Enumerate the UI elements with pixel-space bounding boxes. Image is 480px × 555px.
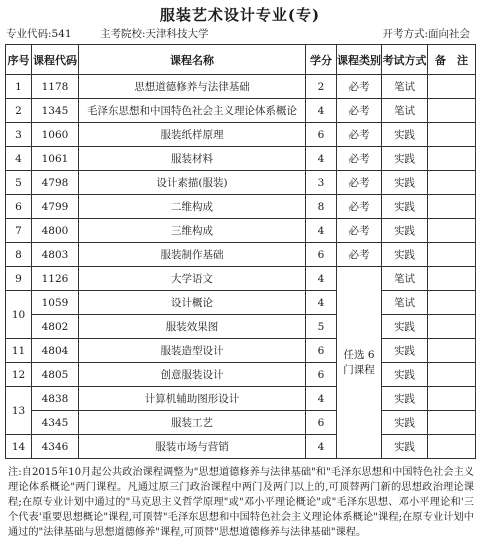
table-row: [6, 171, 476, 195]
row-seq: 7: [6, 219, 32, 243]
header-remark: 备 注: [428, 45, 476, 75]
row-method: 实践: [382, 171, 428, 195]
row-remark: [428, 315, 476, 339]
table-row: [6, 363, 476, 387]
row-method: 笔试: [382, 291, 428, 315]
row-seq: 1: [6, 75, 32, 99]
table-row: [6, 411, 476, 435]
row-course-name: 计算机辅助图形设计: [79, 387, 306, 411]
row-course-name: 设计素描(服装): [79, 171, 306, 195]
row-remark: [428, 123, 476, 147]
row-credit: 6: [306, 339, 337, 363]
row-method: 实践: [382, 387, 428, 411]
table-row: [6, 99, 476, 123]
row-method: 实践: [382, 315, 428, 339]
row-credit: 4: [306, 387, 337, 411]
row-course-name: 服装纸样原理: [79, 123, 306, 147]
header-name: 课程名称: [79, 45, 306, 75]
row-credit: 6: [306, 243, 337, 267]
table-row: [6, 219, 476, 243]
row-remark: [428, 243, 476, 267]
row-remark: [428, 219, 476, 243]
row-credit: 4: [306, 435, 337, 459]
table-row: [6, 123, 476, 147]
elective-category: [337, 267, 382, 459]
row-category: 必考: [337, 171, 382, 195]
row-remark: [428, 171, 476, 195]
row-category: 必考: [337, 243, 382, 267]
row-remark: [428, 387, 476, 411]
table-row: [6, 195, 476, 219]
row-course-name: 三维构成: [79, 219, 306, 243]
row-credit: 5: [306, 315, 337, 339]
row-credit: 6: [306, 411, 337, 435]
row-code: 4345: [32, 411, 79, 435]
row-seq: 13: [6, 387, 32, 435]
header-category: 课程类别: [337, 45, 382, 75]
row-credit: 4: [306, 219, 337, 243]
row-code: 4799: [32, 195, 79, 219]
exam-target: 开考方式:面向社会: [382, 28, 470, 40]
table-row: [6, 147, 476, 171]
row-remark: [428, 195, 476, 219]
row-remark: [428, 267, 476, 291]
row-code: 1126: [32, 267, 79, 291]
row-code: 4802: [32, 315, 79, 339]
row-category: 必考: [337, 123, 382, 147]
row-category: 必考: [337, 195, 382, 219]
row-seq: 5: [6, 171, 32, 195]
row-remark: [428, 411, 476, 435]
row-code: 1178: [32, 75, 79, 99]
row-course-name: 服装工艺: [79, 411, 306, 435]
footnote: 注:自2015年10月起公共政治课程调整为"思想道德修养与法律基础"和"毛泽东思想和中国特色社会主义理论体系概论"两门课程。凡通过原三门政治课程中两门及两门以上的,可顶替两门新的思想政治理论课程;在原专业计划中通过的"马克思主义哲学原理"或"邓小平理论概论"或"毛泽东思想、邓小平理论和'三个代表'重要思想概论"课程,可顶替"毛泽东思想和中国特色社会主义理论体系概论"课程;在原专业计划中通过的"法律基础与思想道德修养"课程,可顶替"思想道德修养与法律基础"课程。: [8, 467, 474, 538]
table-row: [6, 243, 476, 267]
row-course-name: 思想道德修养与法律基础: [79, 75, 306, 99]
row-course-name: 设计概论: [79, 291, 306, 315]
row-code: 1061: [32, 147, 79, 171]
row-method: 实践: [382, 435, 428, 459]
row-method: 实践: [382, 411, 428, 435]
row-category: 必考: [337, 75, 382, 99]
row-code: 4803: [32, 243, 79, 267]
row-code: 4798: [32, 171, 79, 195]
row-remark: [428, 339, 476, 363]
row-course-name: 服装造型设计: [79, 339, 306, 363]
row-code: 1060: [32, 123, 79, 147]
major-code: 专业代码:541: [6, 28, 72, 40]
row-course-name: 二维构成: [79, 195, 306, 219]
row-seq: 8: [6, 243, 32, 267]
elective-category-text: 任选 6 门课程: [343, 348, 375, 376]
row-method: 实践: [382, 243, 428, 267]
row-code: 4838: [32, 387, 79, 411]
table-row: [6, 387, 476, 411]
row-credit: 6: [306, 363, 337, 387]
table-row: [6, 75, 476, 99]
row-code: 4805: [32, 363, 79, 387]
row-seq: 2: [6, 99, 32, 123]
row-seq: 9: [6, 267, 32, 291]
row-seq: 11: [6, 339, 32, 363]
host-school: 主考院校:天津科技大学: [100, 28, 209, 40]
row-method: 笔试: [382, 75, 428, 99]
row-credit: 8: [306, 195, 337, 219]
row-seq: 10: [6, 291, 32, 339]
row-credit: 2: [306, 75, 337, 99]
row-course-name: 创意服装设计: [79, 363, 306, 387]
row-remark: [428, 75, 476, 99]
row-method: 实践: [382, 219, 428, 243]
row-credit: 4: [306, 147, 337, 171]
table-row: [6, 435, 476, 459]
page-title: 服装艺术设计专业(专): [159, 6, 321, 24]
row-method: 实践: [382, 147, 428, 171]
row-remark: [428, 363, 476, 387]
table-body: [6, 75, 476, 459]
table-row: [6, 291, 476, 315]
row-credit: 6: [306, 123, 337, 147]
row-code: 4800: [32, 219, 79, 243]
table-row: [6, 339, 476, 363]
row-course-name: 服装材料: [79, 147, 306, 171]
row-remark: [428, 147, 476, 171]
row-remark: [428, 435, 476, 459]
row-seq: 6: [6, 195, 32, 219]
row-code: 4346: [32, 435, 79, 459]
row-code: 1345: [32, 99, 79, 123]
table-header-row: [6, 45, 476, 75]
row-category: 必考: [337, 99, 382, 123]
header-method: 考试方式: [382, 45, 428, 75]
course-table: [5, 44, 476, 459]
row-seq: 12: [6, 363, 32, 387]
header-seq: 序号: [6, 45, 32, 75]
row-method: 实践: [382, 363, 428, 387]
row-course-name: 大学语文: [79, 267, 306, 291]
row-code: 4804: [32, 339, 79, 363]
row-course-name: 服装市场与营销: [79, 435, 306, 459]
row-credit: 4: [306, 267, 337, 291]
row-credit: 4: [306, 99, 337, 123]
table-row: [6, 267, 476, 291]
row-remark: [428, 99, 476, 123]
row-course-name: 服装效果图: [79, 315, 306, 339]
row-course-name: 毛泽东思想和中国特色社会主义理论体系概论: [79, 99, 306, 123]
row-method: 实践: [382, 195, 428, 219]
row-seq: 14: [6, 435, 32, 459]
row-seq: 4: [6, 147, 32, 171]
row-credit: 4: [306, 291, 337, 315]
row-remark: [428, 291, 476, 315]
row-method: 笔试: [382, 267, 428, 291]
header-credit: 学分: [306, 45, 337, 75]
row-category: 必考: [337, 219, 382, 243]
row-category: 必考: [337, 147, 382, 171]
row-method: 实践: [382, 339, 428, 363]
header-code: 课程代码: [32, 45, 79, 75]
row-method: 实践: [382, 123, 428, 147]
row-seq: 3: [6, 123, 32, 147]
row-course-name: 服装制作基础: [79, 243, 306, 267]
table-row: [6, 315, 476, 339]
row-method: 笔试: [382, 99, 428, 123]
row-credit: 3: [306, 171, 337, 195]
row-code: 1059: [32, 291, 79, 315]
